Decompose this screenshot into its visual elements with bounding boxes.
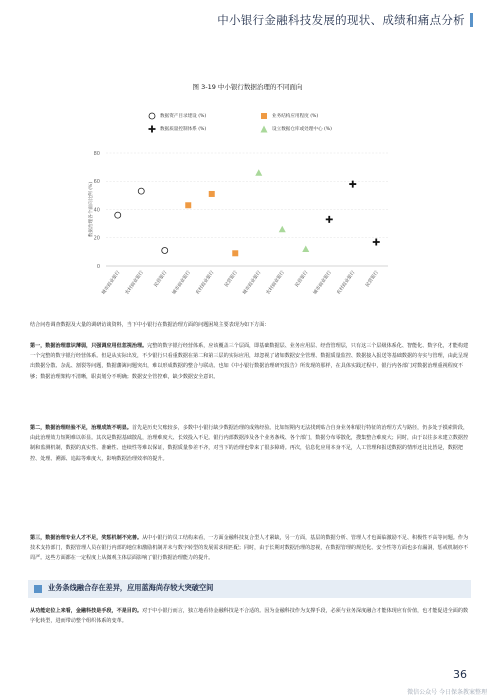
x-tick-label: 农村商业银行 — [195, 270, 216, 296]
paragraph-2-text: 首先是历史欠账较多，多数中小银行缺少数据治理的成熟经验。比如短期内无法找到贴合自身业务和银行特征的治理方式与路径，仍多处于摸索阶段，由此治理效力短期难以彰显。其次是数据基础散乱，治理难度大、长效投入不足。银行内部数据涉及各个业务条线、各个部门，数据分布零散化，搜集整合难度大；同时，由于以往多未建立数据控制和监测机制，数据的真实性、准确性、连续性等难以保证，数据质量参差不齐，对当下的治理也带来了很多障碍。再次，信息化应用本身不足，人工管理和报送数据的情形还比比皆是，数据把控、处理、溯源、追踪等难度大，影响数据治理效率的提升。 — [30, 425, 469, 462]
x-tick-label: 民营银行 — [365, 270, 380, 289]
x-tick-label: 农村商业银行 — [124, 270, 145, 296]
legend-label: 设立数据仓库或处理中心 (%) — [272, 127, 332, 132]
data-point-plus — [326, 216, 333, 223]
section-paragraph-heading: 从功能定位上来看，金融科技是手段，不是目的。 — [30, 608, 143, 614]
paragraph-1-heading: 第一，数据治理意识薄弱，只强调应用但忽视治理。 — [30, 343, 148, 349]
section-paragraph — [30, 606, 470, 626]
data-point-circle — [162, 247, 168, 253]
paragraph-3-heading: 第三，数据治理专业人才不足，奖惩机制不完善。 — [30, 535, 143, 541]
x-tick-label: 农村商业银行 — [336, 270, 357, 296]
data-point-square — [232, 250, 238, 256]
data-point-triangle — [302, 246, 309, 253]
y-axis-label: 数据治理各个面向比例 (%) — [89, 181, 94, 238]
paragraph-1-text: 完整的数字银行经营体系，应该覆盖三个层面，即基础数据层、业务应用层、经营管理层，只有这三个层级体系化、智能化、数字化，才能构建一个完整的数字银行经营体系。但是从实际出发，不少银行只看重数据在第二和第三层的实际应用，却忽视了诸如数据安全管理、数据质量监控、数据接入报送等基础数据的夯实与管理，由此呈现出数据分散、杂乱、割裂等问题，数据藩篱问题突出，难以形成数据的整合与联动。也如《中小银行数据治理研究报告》所发现的那样，在具体实践过程中，银行内各部门对数据治理重视程度不够；数据治理架构不清晰，职责划分不明确；数据安全管控难，缺少数据安全意识。 — [30, 343, 469, 380]
y-tick-label: 80 — [93, 150, 100, 157]
watermark: 微信公众号 今日保条教案整理 — [407, 689, 487, 696]
paragraph-2 — [30, 423, 470, 464]
paragraph-2-heading: 第二，数据治理经验不足，治理成效不明显。 — [30, 425, 132, 431]
scatter-chart — [0, 0, 495, 320]
data-point-circle — [115, 212, 121, 218]
figure-title: 图 3-19 中小银行数据治理的不同面向 — [192, 83, 303, 91]
x-tick-label: 民营银行 — [224, 270, 239, 289]
x-tick-label: 农村商业银行 — [265, 270, 286, 296]
x-tick-label: 民营银行 — [153, 270, 169, 289]
header-title: 中小银行金融科技发展的现状、成绩和痛点分析 — [217, 13, 465, 27]
paragraph-3 — [30, 533, 470, 564]
y-tick-label: 60 — [93, 179, 100, 186]
data-point-plus — [373, 238, 380, 245]
paragraph-3-text: 从中小银行的员工结构来看，一方面金融科技复合型人才紧缺，另一方面，基层的数据分析、管理人才也面临激励不足、积极性不高等问题。作为技术支持部门，数据管理人员在银行内部的地位和激励机制并未与数字转型的发展需求相匹配；同时，由于长期对数据治理的忽视，在数据管理的规范化、安全性等方面也多有漏洞，惩戒机制亦不周严。这些方面都在一定程度上从微观主体层面影响了银行数据治理能力的提升。 — [30, 535, 469, 562]
data-point-square — [209, 191, 215, 197]
intro-paragraph — [30, 320, 470, 330]
section-square-icon — [34, 585, 42, 593]
data-point-triangle — [279, 226, 286, 233]
x-tick-label: 城市商业银行 — [312, 270, 333, 296]
data-point-square — [185, 202, 191, 208]
y-tick-label: 0 — [96, 263, 100, 270]
x-tick-label: 城市商业银行 — [171, 270, 192, 296]
x-tick-label: 民营银行 — [294, 270, 310, 289]
x-tick-label: 城市商业银行 — [101, 270, 122, 296]
data-point-triangle — [255, 169, 262, 176]
legend-label: 数据质量控制体系 (%) — [160, 127, 207, 132]
y-tick-label: 20 — [93, 235, 100, 242]
section-title: 业务条线融合存在差异，应用蓝海尚存较大突破空间 — [48, 583, 214, 592]
legend-label: 业务结构应用程度 (%) — [272, 114, 319, 119]
intro-text: 结合问卷调查数据及大量的调研访谈资料，当下中小银行在数据治理方面的问题困境主要表现为如下方面： — [30, 322, 270, 328]
legend-label: 数据资产目录建设 (%) — [160, 114, 207, 119]
page-number: 36 — [453, 668, 467, 681]
y-tick-label: 40 — [93, 207, 100, 214]
data-point-circle — [138, 188, 144, 194]
paragraph-1 — [30, 341, 470, 382]
data-point-plus — [349, 181, 356, 188]
section-paragraph-text: 对于中小银行而言，独立地看待金融科技是不合适的。因为金融科技作为支撑手段，必须与业务深度融合才能体现应有价值，也才能促进全面的数字化转型，进而带动整个组织体系的变革。 — [30, 608, 469, 625]
x-tick-label: 城市商业银行 — [242, 270, 263, 296]
